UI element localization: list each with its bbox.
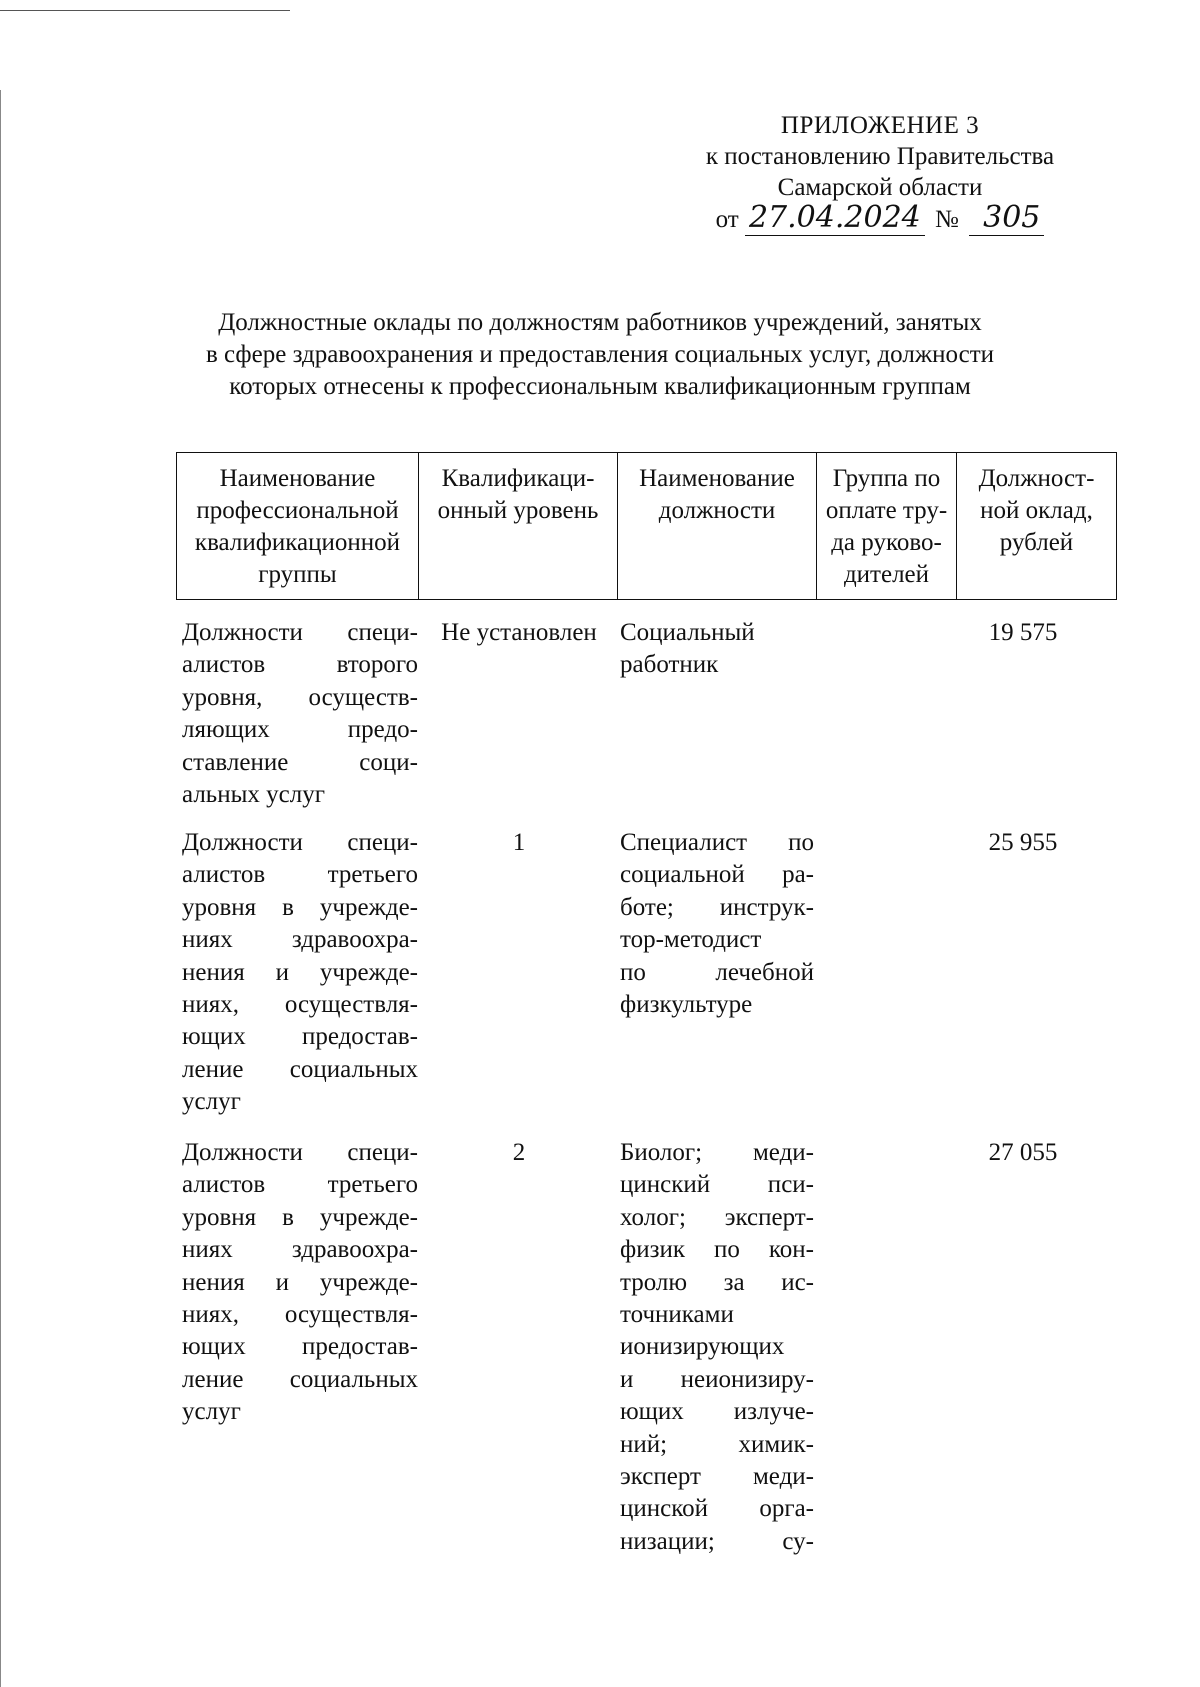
date-prefix: от <box>715 206 739 233</box>
table-header-row <box>177 453 1117 600</box>
row2-salary-cell: 25 955 <box>988 829 1058 856</box>
document-title <box>150 307 1050 403</box>
title-line: которых отнесены к профессиональным квалификационным группам <box>229 373 971 400</box>
row2-group-cell: Должности специ- алистов третьего уровня в учрежде- ниях здравоохра- нения и учрежде- ниях, осуществля- ющих предостав- ление социальных услуг <box>182 829 418 1116</box>
title-line: в сфере здравоохранения и предоставления социальных услуг, должности <box>205 341 995 368</box>
handwritten-number: 305 <box>969 200 1044 236</box>
header-manager-pay-group: Группа по оплате тру- да руково- дителей <box>817 453 957 600</box>
number-label: № <box>935 206 959 233</box>
appendix-header <box>650 110 1110 235</box>
row1-group-cell: Должности специ- алистов второго уровня, осуществ- ляющих предо- ставление соци- альных услуг <box>182 619 418 809</box>
scan-margin-line <box>0 90 1 1687</box>
row3-salary-cell: 27 055 <box>988 1139 1058 1166</box>
region-name: Самарской области <box>777 174 983 201</box>
header-professional-group: Наименование профессиональной квалификационной группы <box>177 453 419 600</box>
row2-level-cell: 1 <box>512 829 526 856</box>
row2-position-cell: Специалист по социальной ра- боте; инструк- тор-методист по лечебной физкультуре <box>620 829 814 1019</box>
row1-salary-cell: 19 575 <box>988 619 1058 646</box>
handwritten-date: 27.04.2024 <box>745 200 925 236</box>
appendix-label: ПРИЛОЖЕНИЕ 3 <box>780 112 980 139</box>
header-salary: Должност- ной оклад, рублей <box>957 453 1117 600</box>
title-line: Должностные оклады по должностям работников учреждений, занятых <box>218 309 982 336</box>
scan-edge-line <box>0 10 290 11</box>
salary-table-header <box>176 452 1117 600</box>
header-position-name: Наименование должности <box>618 453 817 600</box>
row3-level-cell: 2 <box>512 1139 526 1166</box>
date-number-line <box>650 200 1110 235</box>
row1-position-cell: Социальный работник <box>620 619 755 679</box>
row1-level-cell: Не установлен <box>441 619 597 646</box>
decree-reference: к постановлению Правительства <box>705 143 1055 170</box>
row3-position-cell: Биолог; меди- цинский пси- холог; эксперт- физик по кон- тролю за ис- точниками ионизирующих и неионизиру- ющих излуче- ний; химик- эксперт меди- цинской орга- низации; су- <box>620 1139 814 1555</box>
row3-group-cell: Должности специ- алистов третьего уровня в учрежде- ниях здравоохра- нения и учрежде- ниях, осуществля- ющих предостав- ление социальных услуг <box>182 1139 418 1426</box>
header-qualification-level: Квалификаци- онный уровень <box>419 453 618 600</box>
